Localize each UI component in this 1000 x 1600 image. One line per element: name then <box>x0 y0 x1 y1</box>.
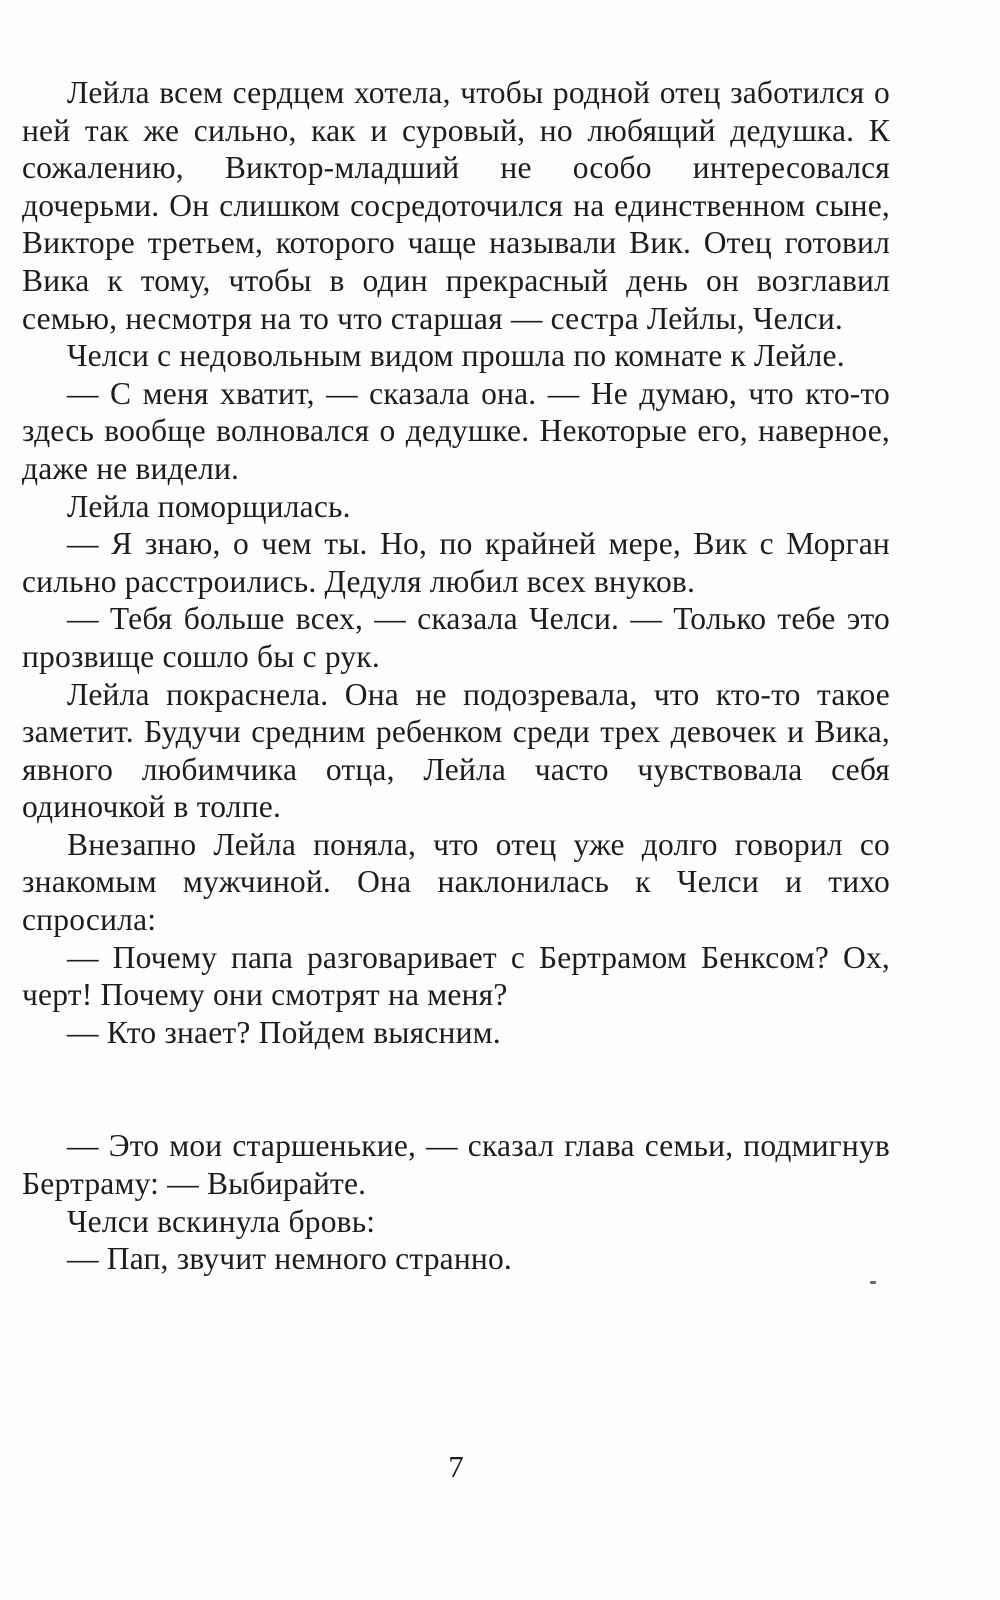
paragraph: — Кто знает? Пойдем выясним. <box>67 1014 501 1050</box>
paragraph: — Это мои старшенькие, — сказал глава семьи, подмигнув Бертраму: — Выбирайте. <box>22 1128 890 1202</box>
paragraph: Лейла всем сердцем хотела, чтобы родной отец заботился о ней так же сильно, как и суровый, но любящий дедушка. К сожалению, Виктор-младший не особо интересовался дочерьми. Он слишком сосредоточился на единственном сыне, Викторе третьем, которого чаще называли Вик. Отец готовил Вика к тому, чтобы в один прекрасный день он возглавил семью, несмотря на то что старшая — сестра Лейлы, Челси. <box>22 75 890 336</box>
paragraph: — Почему папа разговаривает с Бертрамом Бенксом? Ох, черт! Почему они смотрят на меня? <box>22 939 890 1013</box>
paragraph: Лейла поморщилась. <box>67 488 351 524</box>
paragraph: — Я знаю, о чем ты. Но, по крайней мере, Вик с Морган сильно расстроились. Дедуля любил всех внуков. <box>22 526 890 599</box>
paragraph: Внезапно Лейла поняла, что отец уже долго говорил со знакомым мужчиной. Она наклонилась к Челси и тихо спросила: <box>22 826 890 938</box>
section-break <box>22 1051 890 1127</box>
paragraph: — Пап, звучит немного странно. <box>67 1241 512 1277</box>
paragraph: Челси вскинула бровь: <box>67 1203 376 1239</box>
body-text <box>22 74 890 1278</box>
page-number: 7 <box>448 1449 464 1484</box>
paragraph: Челси с недовольным видом прошла по комнате к Лейле. <box>67 338 845 374</box>
paragraph: Лейла покраснела. Она не подозревала, что кто-то такое заметит. Будучи средним ребенком среди трех девочек и Вика, явного любимчика отца, Лейла часто чувствовала себя одиночкой в толпе. <box>22 676 890 825</box>
paragraph: — Тебя больше всех, — сказала Челси. — Только тебе это прозвище сошло бы с рук. <box>22 601 890 674</box>
scan-speck <box>870 1281 876 1284</box>
paragraph: — С меня хватит, — сказала она. — Не думаю, что кто-то здесь вообще волновался о дедушке. Некоторые его, наверное, даже не видели. <box>22 375 890 486</box>
